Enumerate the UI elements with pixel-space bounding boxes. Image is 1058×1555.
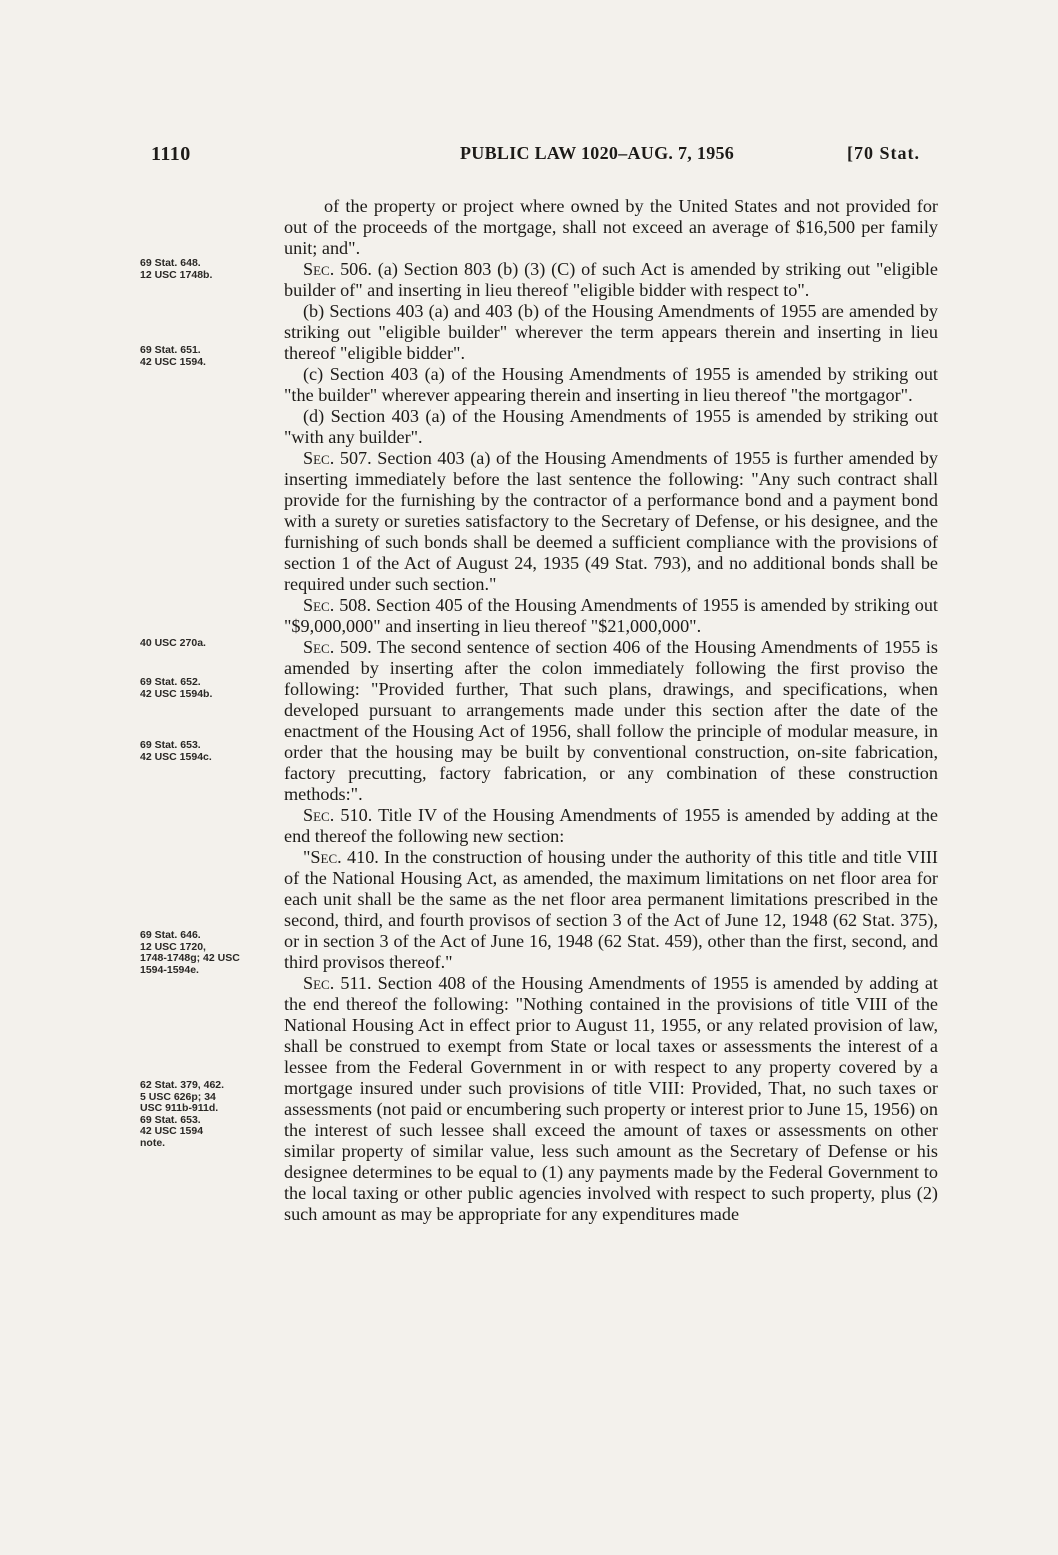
paragraph — [284, 196, 938, 259]
paragraph — [284, 406, 938, 448]
margin-citation: 40 USC 270a. — [140, 637, 206, 649]
margin-citation: 69 Stat. 646. 12 USC 1720, 1748-1748g; 42 USC 1594-1594e. — [140, 929, 240, 976]
paragraph-text: 511. Section 408 of the Housing Amendments of 1955 is amended by adding at the end thereof the following: "Nothing contained in the provisions of title VIII of the National Housing Act in effect prior to August 11, 1955, or any related provision of law, shall be construed to exempt from State or local taxes or assessments the interest of a lessee from the Federal Government in or with respect to any property covered by a mortgage insured under such provisions of title VIII: Provided, That, no such taxes or assessments (not paid or encumbering such property or interest prior to June 15, 1956) on the interest of such lessee shall exceed the amount of taxes or assessments on other similar property of similar value, less such amount as the Secretary of Defense or his designee determines to be equal to (1) any payments made by the Federal Government to the local taxing or other public agencies involved with respect to such property, plus (2) such amount as may be appropriate for any expenditures made — [284, 973, 938, 1224]
paragraph — [284, 301, 938, 364]
paragraph-text: (b) Sections 403 (a) and 403 (b) of the Housing Amendments of 1955 are amended by striking out "eligible builder" wherever the term appears therein and inserting in lieu thereof "eligible bidder". — [284, 301, 938, 363]
margin-citation: 62 Stat. 379, 462. 5 USC 626p; 34 USC 911b-911d. 69 Stat. 653. 42 USC 1594 note. — [140, 1079, 225, 1149]
paragraph — [284, 259, 938, 301]
margin-citation: 69 Stat. 648. 12 USC 1748b. — [140, 257, 213, 281]
page-number: 1110 — [151, 143, 191, 165]
paragraph-text: 410. In the construction of housing under the authority of this title and title VIII of the National Housing Act, as amended, the maximum limitations on net floor area for each unit shall be the same as the net floor area permanent limitations prescribed in the second, third, and fourth provisos of section 3 of the Act of June 12, 1948 (62 Stat. 375), or in section 3 of the Act of June 16, 1948 (62 Stat. 459), other than the first, second, and third provisos thereof." — [284, 847, 938, 972]
margin-citation: 69 Stat. 653. 42 USC 1594c. — [140, 739, 212, 763]
section-lead: Sec. — [303, 595, 335, 615]
statute-body — [284, 196, 938, 1225]
paragraph — [284, 973, 938, 1225]
margin-citation: 69 Stat. 651. 42 USC 1594. — [140, 344, 206, 368]
paragraph-text: 510. Title IV of the Housing Amendments of 1955 is amended by adding at the end thereof the following new section: — [284, 805, 938, 846]
paragraph-text: (c) Section 403 (a) of the Housing Amendments of 1955 is amended by striking out "the builder" wherever appearing therein and inserting in lieu thereof "the mortgagor". — [284, 364, 938, 405]
section-lead: Sec. — [303, 973, 335, 993]
paragraph-text: 507. Section 403 (a) of the Housing Amendments of 1955 is further amended by inserting immediately before the last sentence the following: "Any such contract shall provide for the furnishing by the contractor of a performance bond and a payment bond with a surety or sureties satisfactory to the Secretary of Defense, or his designee, and the furnishing of such bonds shall be deemed a sufficient compliance with the provisions of section 1 of the Act of August 24, 1935 (49 Stat. 793), and no additional bonds shall be required under such section." — [284, 448, 938, 594]
section-lead: Sec. — [303, 259, 335, 279]
paragraph-text: of the property or project where owned by the United States and not provided for out of the proceeds of the mortgage, shall not exceed an average of $16,500 per family unit; and". — [284, 196, 938, 258]
paragraph — [284, 805, 938, 847]
running-title: PUBLIC LAW 1020–AUG. 7, 1956 — [460, 143, 735, 163]
paragraph-text: 506. (a) Section 803 (b) (3) (C) of such Act is amended by striking out "eligible builder of" and inserting in lieu thereof "eligible bidder with respect to". — [284, 259, 938, 300]
section-lead: Sec. — [303, 448, 335, 468]
paragraph — [284, 847, 938, 973]
paragraph — [284, 595, 938, 637]
section-lead: Sec. — [303, 805, 335, 825]
paragraph-text: 508. Section 405 of the Housing Amendments of 1955 is amended by striking out "$9,000,000" and inserting in lieu thereof "$21,000,000". — [284, 595, 938, 636]
section-lead: Sec. — [303, 637, 335, 657]
paragraph — [284, 448, 938, 595]
paragraph-text: (d) Section 403 (a) of the Housing Amendments of 1955 is amended by striking out "with any builder". — [284, 406, 938, 447]
paragraph-text: 509. The second sentence of section 406 of the Housing Amendments of 1955 is amended by inserting after the colon immediately following the first proviso the following: "Provided further, That such plans, drawings, and specifications, when developed pursuant to arrangements made under this section after the date of the enactment of the Housing Act of 1956, shall follow the principle of modular measure, in order that the housing may be built by conventional construction, on-site fabrication, factory precutting, factory fabrication, or any combination of these construction methods:". — [284, 637, 938, 804]
volume-reference: [70 Stat. — [847, 143, 920, 163]
paragraph — [284, 364, 938, 406]
paragraph — [284, 637, 938, 805]
section-lead: "Sec. — [303, 847, 342, 867]
page-header — [0, 143, 1058, 173]
margin-citation: 69 Stat. 652. 42 USC 1594b. — [140, 676, 213, 700]
